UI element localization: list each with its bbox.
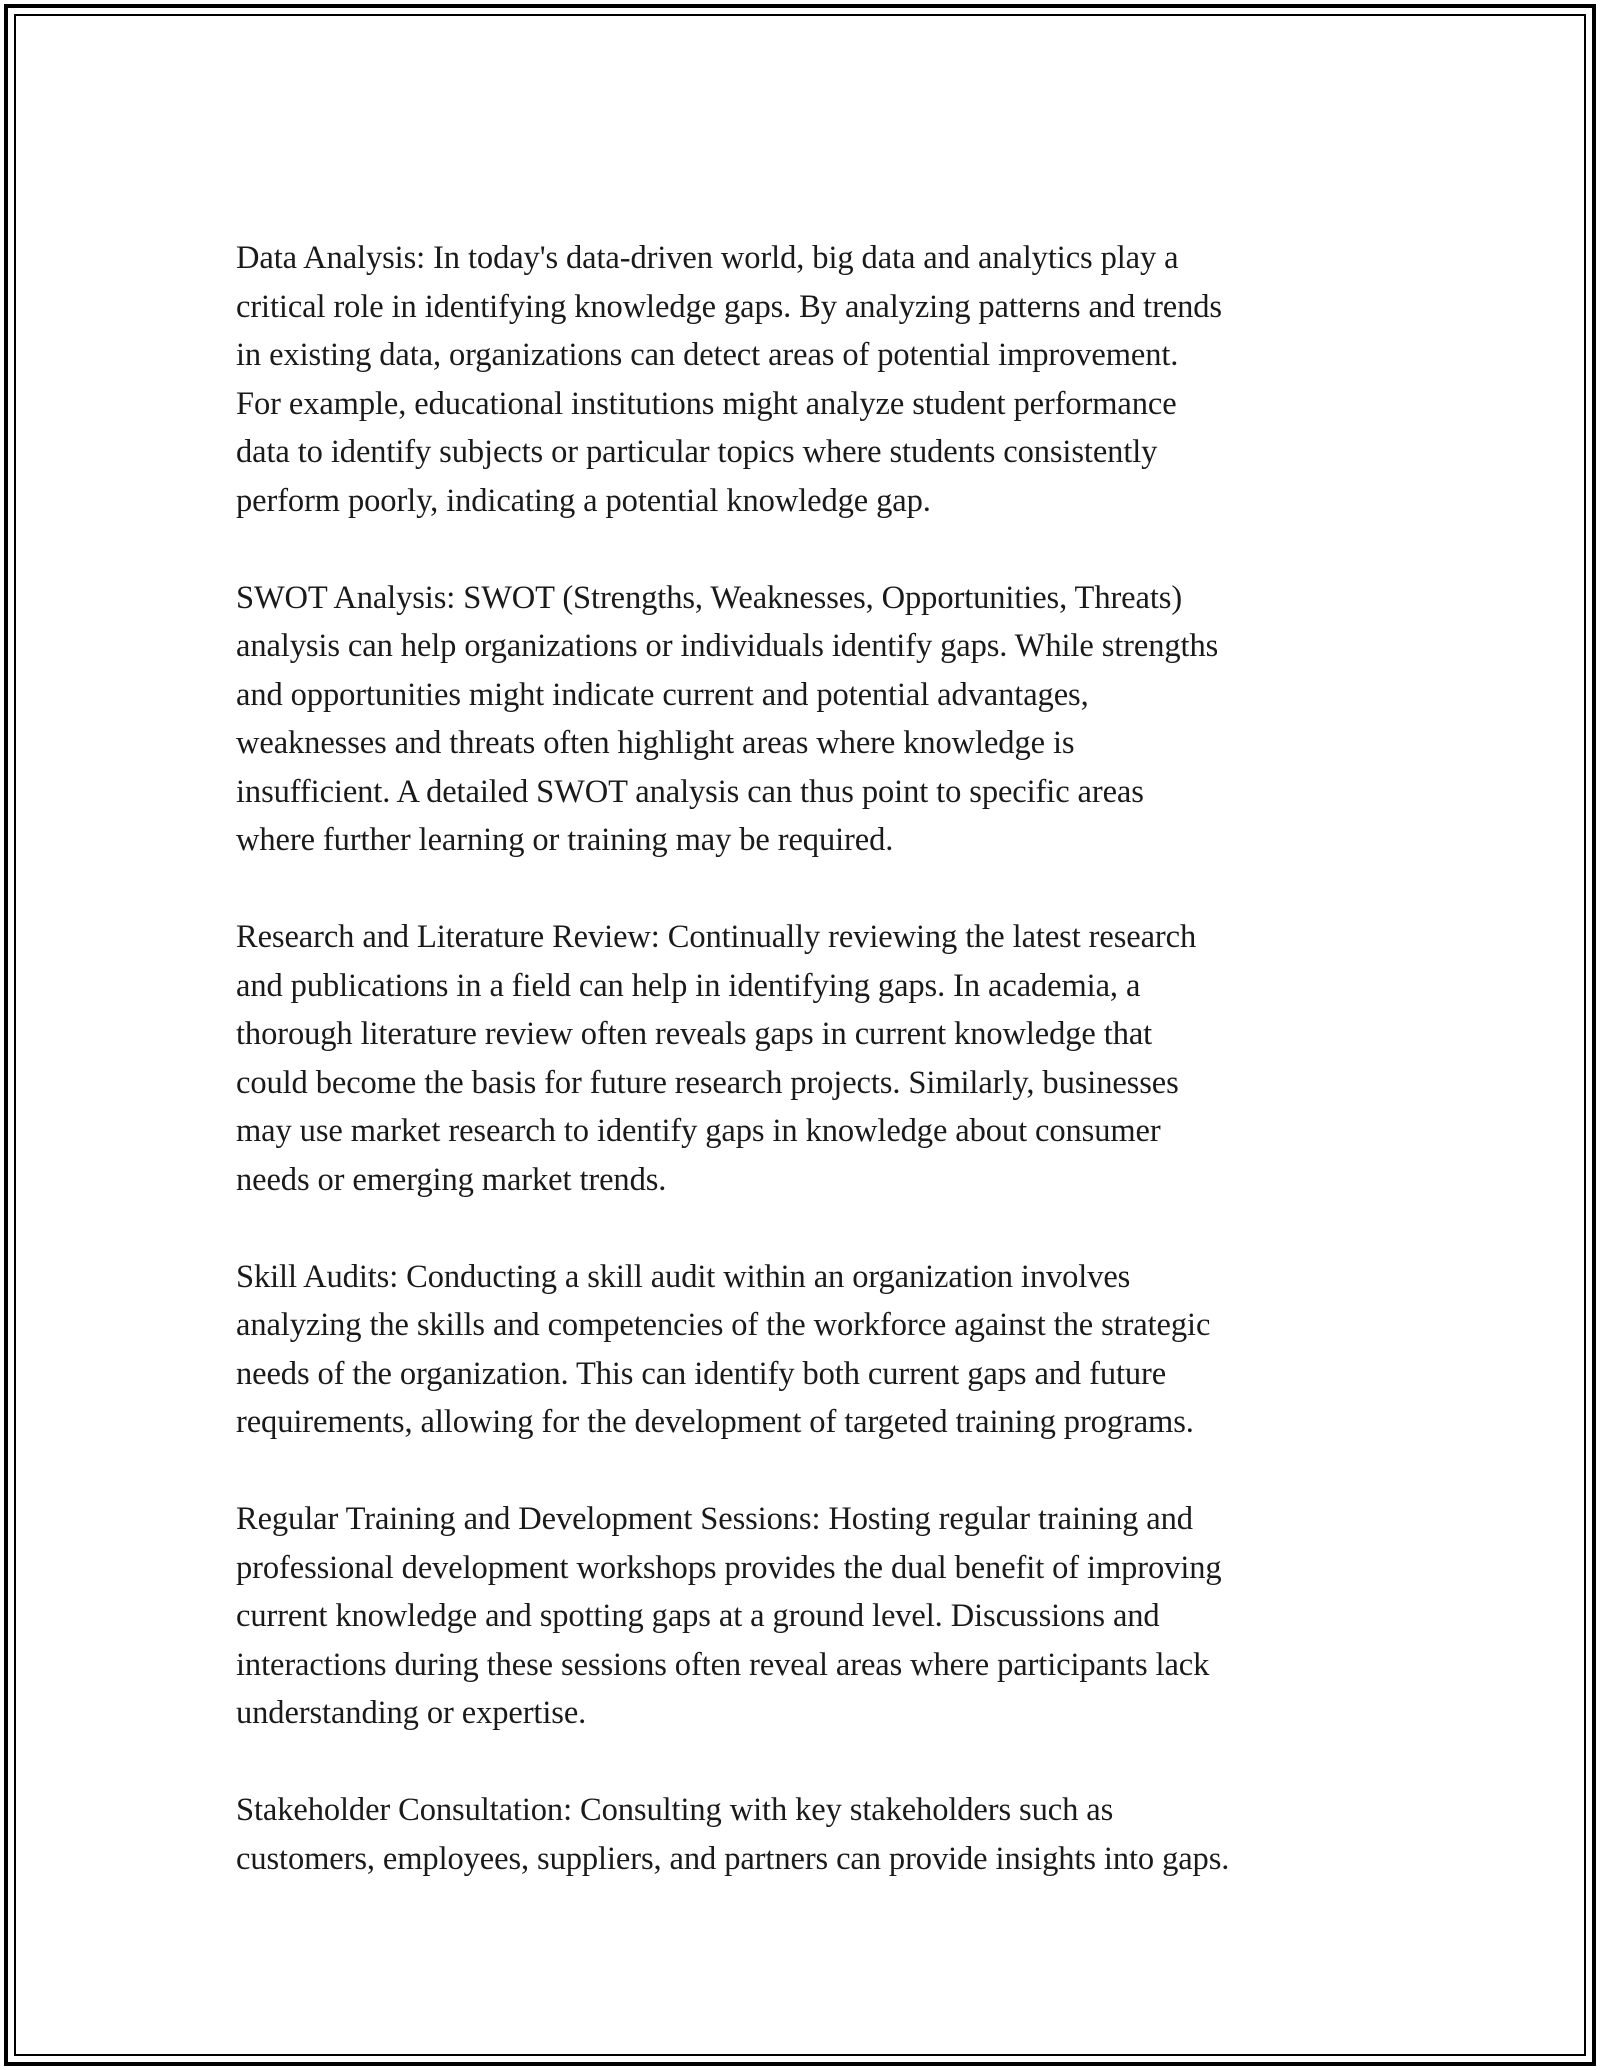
- text-line: analysis can help organizations or individuals identify gaps. While strengths: [236, 628, 1219, 664]
- text-line: and publications in a field can help in identifying gaps. In academia, a: [236, 967, 1141, 1004]
- text-line: may use market research to identify gaps in knowledge about consumer: [236, 1113, 1161, 1149]
- text-line: perform poorly, indicating a potential knowledge gap.: [236, 482, 931, 519]
- text-line: For example, educational institutions might analyze student performance: [236, 385, 1177, 422]
- text-line: Research and Literature Review: Continually reviewing the latest research: [236, 919, 1197, 955]
- text-line: Skill Audits: Conducting a skill audit within an organization involves: [236, 1258, 1131, 1295]
- text-line: weaknesses and threats often highlight areas where knowledge is: [236, 725, 1075, 761]
- text-line: needs or emerging market trends.: [236, 1161, 667, 1198]
- text-line: thorough literature review often reveals gaps in current knowledge that: [236, 1016, 1153, 1052]
- text-line: and opportunities might indicate current and potential advantages,: [236, 676, 1089, 713]
- paragraph-swot-analysis: [236, 574, 1386, 865]
- text-line: understanding or expertise.: [236, 1695, 587, 1731]
- text-line: Stakeholder Consultation: Consulting with key stakeholders such as: [236, 1792, 1114, 1828]
- text-line: requirements, allowing for the development of targeted training programs.: [236, 1404, 1194, 1440]
- text-line: insufficient. A detailed SWOT analysis can thus point to specific areas: [236, 773, 1144, 810]
- paragraph-skill-audits: [236, 1253, 1386, 1447]
- text-line: current knowledge and spotting gaps at a ground level. Discussions and: [236, 1598, 1160, 1634]
- text-line: could become the basis for future research projects. Similarly, businesses: [236, 1064, 1179, 1101]
- document-body: [236, 234, 1386, 1932]
- text-line: SWOT Analysis: SWOT (Strengths, Weaknesses, Opportunities, Threats): [236, 579, 1183, 616]
- text-line: Data Analysis: In today's data-driven world, big data and analytics play a: [236, 240, 1179, 276]
- text-line: interactions during these sessions often reveal areas where participants lack: [236, 1646, 1210, 1683]
- text-line: needs of the organization. This can identify both current gaps and future: [236, 1355, 1167, 1392]
- text-line: data to identify subjects or particular topics where students consistently: [236, 434, 1158, 470]
- text-line: professional development workshops provides the dual benefit of improving: [236, 1549, 1222, 1586]
- text-line: analyzing the skills and competencies of the workforce against the strategic: [236, 1307, 1211, 1343]
- text-line: critical role in identifying knowledge gaps. By analyzing patterns and trends: [236, 288, 1222, 325]
- paragraph-training-sessions: [236, 1495, 1386, 1738]
- paragraph-data-analysis: [236, 234, 1386, 525]
- paragraph-stakeholder-consultation: [236, 1786, 1386, 1883]
- text-line: Regular Training and Development Sessions: Hosting regular training and: [236, 1501, 1193, 1537]
- text-line: where further learning or training may be required.: [236, 822, 894, 858]
- paragraph-research-literature-review: [236, 913, 1386, 1204]
- text-line: customers, employees, suppliers, and partners can provide insights into gaps.: [236, 1840, 1230, 1877]
- text-line: in existing data, organizations can detect areas of potential improvement.: [236, 337, 1179, 373]
